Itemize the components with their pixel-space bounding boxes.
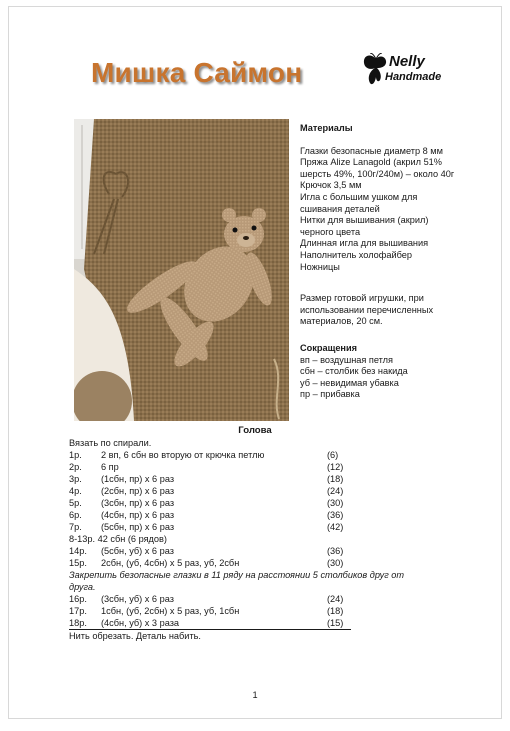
page-number: 1 bbox=[252, 690, 258, 700]
materials-item: сшивания деталей bbox=[300, 203, 380, 214]
intro-text: Вязать по спирали. bbox=[69, 438, 152, 448]
table-row: 3р. (1сбн, пр) х 6 раз (18) bbox=[69, 474, 344, 484]
table-row: 8-13р. 42 сбн (6 рядов) bbox=[69, 534, 167, 544]
materials-item: Длинная игла для вышивания bbox=[300, 238, 429, 249]
table-row: 14р. (5сбн, уб) х 6 раз (36) bbox=[69, 546, 344, 556]
bear-photo bbox=[74, 119, 289, 421]
brand-logo bbox=[361, 51, 471, 95]
table-row: 7р. (5сбн, пр) х 6 раз (42) bbox=[69, 522, 344, 532]
materials-item: Нитки для вышивания (акрил) bbox=[300, 215, 429, 226]
instructions-block bbox=[69, 437, 469, 642]
page-title: Мишка Саймон bbox=[91, 57, 303, 88]
materials-item: Игла с большим ушком для bbox=[300, 191, 418, 202]
abbrev-item: вп – воздушная петля bbox=[300, 354, 394, 365]
materials-block bbox=[300, 123, 496, 401]
pattern-page bbox=[8, 6, 502, 719]
abbrev-item: уб – невидимая убавка bbox=[300, 377, 399, 388]
toy-size-note: Размер готовой игрушки, при использовании перечисленных материалов, 20 см. bbox=[300, 293, 434, 327]
materials-item: черного цвета bbox=[300, 226, 361, 237]
table-row: 18р. (4сбн, уб) х 3 раза (15) bbox=[69, 617, 351, 630]
abbrev-item: сбн – столбик без накида bbox=[300, 366, 408, 377]
table-row: 17р. 1сбн, (уб, 2сбн) х 5 раз, уб, 1сбн (18) bbox=[69, 606, 344, 616]
table-row: 2р. 6 пр (12) bbox=[69, 462, 344, 472]
abbrev-heading: Сокращения bbox=[300, 342, 357, 353]
materials-item: Пряжа Alize Lanagold (акрил 51% bbox=[300, 157, 442, 168]
materials-item: Ножницы bbox=[300, 261, 340, 272]
materials-item: Наполнитель холофайбер bbox=[300, 249, 412, 260]
abbrev-item: пр – прибавка bbox=[300, 389, 360, 400]
logo-line-2: Handmade bbox=[385, 71, 442, 83]
table-row: 1р. 2 вп, 6 сбн во вторую от крючка петлю (6) bbox=[69, 450, 339, 460]
materials-item: Крючок 3,5 мм bbox=[300, 180, 362, 191]
eyes-note-continued: друга. bbox=[69, 582, 96, 592]
materials-item: шерсть 49%, 100г/240м) – около 40г bbox=[300, 168, 455, 179]
materials-heading: Материалы bbox=[300, 123, 353, 133]
table-row: 6р. (4сбн, пр) х 6 раз (36) bbox=[69, 510, 344, 520]
table-row: 5р. (3сбн, пр) х 6 раз (30) bbox=[69, 498, 344, 508]
finish-text: Нить обрезать. Деталь набить. bbox=[69, 631, 201, 641]
table-row: 4р. (2сбн, пр) х 6 раз (24) bbox=[69, 486, 344, 496]
table-row: 15р. 2сбн, (уб, 4сбн) х 5 раз, уб, 2сбн (30) bbox=[69, 558, 344, 568]
table-row: 16р. (3сбн, уб) х 6 раз (24) bbox=[69, 594, 344, 604]
section-title: Голова bbox=[238, 425, 272, 436]
logo-line-1: Nelly bbox=[389, 53, 425, 70]
materials-item: Глазки безопасные диаметр 8 мм bbox=[300, 145, 443, 156]
eyes-note: Закрепить безопасные глазки в 11 ряду на расстоянии 5 столбиков друг от bbox=[69, 570, 405, 580]
